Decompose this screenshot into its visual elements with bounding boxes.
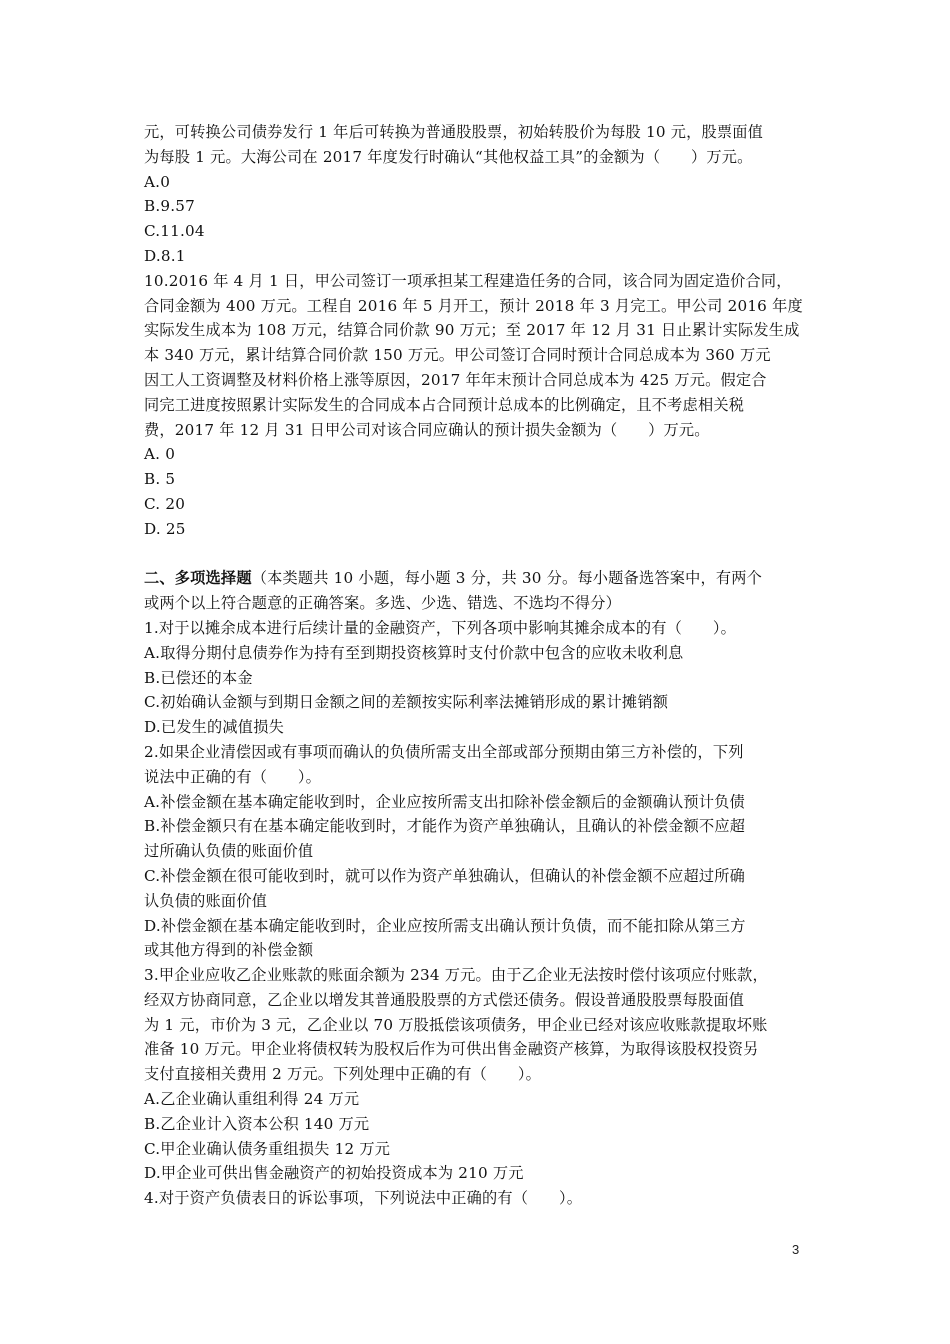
question-block-single-choice bbox=[144, 120, 812, 542]
text-line: C.初始确认金额与到期日金额之间的差额按实际利率法摊销形成的累计摊销额 bbox=[144, 693, 669, 712]
text-line: 准备 10 万元。甲企业将债权转为股权后作为可供出售金融资产核算，为取得该股权投资另 bbox=[144, 1040, 759, 1059]
text-line: A.补偿金额在基本确定能收到时，企业应按所需支出扣除补偿金额后的金额确认预计负债 bbox=[144, 792, 745, 811]
text-line: 同完工进度按照累计实际发生的合同成本占合同预计总成本的比例确定，且不考虑相关税 bbox=[144, 395, 745, 414]
text-line: 或其他方得到的补偿金额 bbox=[144, 941, 314, 960]
text-line: A.乙企业确认重组利得 24 万元 bbox=[144, 1090, 360, 1109]
document-body bbox=[144, 120, 812, 1211]
text-line: 实际发生成本为 108 万元，结算合同价款 90 万元；至 2017 年 12 月 31 日止累计实际发生成 bbox=[144, 321, 800, 340]
text-line: C.甲企业确认债务重组损失 12 万元 bbox=[144, 1139, 391, 1158]
text-line: B. 5 bbox=[144, 470, 176, 489]
text-line: 说法中正确的有（ ）。 bbox=[144, 767, 322, 786]
text-line: D.甲企业可供出售金融资产的初始投资成本为 210 万元 bbox=[144, 1164, 524, 1183]
text-line: A.0 bbox=[144, 172, 171, 191]
section-gap bbox=[144, 542, 812, 567]
text-line: 4.对于资产负债表日的诉讼事项，下列说法中正确的有（ ）。 bbox=[144, 1189, 583, 1208]
text-line: 本 340 万元，累计结算合同价款 150 万元。甲公司签订合同时预计合同总成本为 360 万元 bbox=[144, 346, 771, 365]
question-block-multiple-choice bbox=[144, 616, 812, 1211]
text-line: 认负债的账面价值 bbox=[144, 891, 268, 910]
text-line: 费，2017 年 12 月 31 日甲公司对该合同应确认的预计损失金额为（ ）万元。 bbox=[144, 420, 710, 439]
text-line: 元，可转换公司债券发行 1 年后可转换为普通股股票，初始转股价为每股 10 元，股票面值 bbox=[144, 123, 764, 141]
text-line: D.已发生的减值损失 bbox=[144, 718, 284, 737]
section-title: 二、多项选择题 bbox=[144, 569, 252, 588]
text-line: 为每股 1 元。大海公司在 2017 年度发行时确认“其他权益工具”的金额为（ ）万元。 bbox=[144, 147, 753, 166]
text-line: C.11.04 bbox=[144, 222, 205, 241]
text-line: C. 20 bbox=[144, 494, 186, 513]
text-line: 合同金额为 400 万元。工程自 2016 年 5 月开工，预计 2018 年 3 月完工。甲公司 2016 年度 bbox=[144, 296, 803, 315]
text-line: 为 1 元，市价为 3 元，乙企业以 70 万股抵偿该项债务，甲企业已经对该应收账款提取坏账 bbox=[144, 1015, 768, 1034]
section-intro-continued: 或两个以上符合题意的正确答案。多选、少选、错选、不选均不得分） bbox=[144, 594, 622, 613]
text-line: 1.对于以摊余成本进行后续计量的金融资产，下列各项中影响其摊余成本的有（ ）。 bbox=[144, 618, 737, 637]
text-line: 经双方协商同意，乙企业以增发其普通股股票的方式偿还债务。假设普通股股票每股面值 bbox=[144, 990, 745, 1009]
text-line: 2.如果企业清偿因或有事项而确认的负债所需支出全部或部分预期由第三方补偿的，下列 bbox=[144, 742, 744, 761]
text-line: D.8.1 bbox=[144, 246, 186, 265]
text-line: B.补偿金额只有在基本确定能收到时，才能作为资产单独确认，且确认的补偿金额不应超 bbox=[144, 817, 746, 836]
text-line: A. 0 bbox=[144, 445, 176, 464]
text-line: B.9.57 bbox=[144, 197, 196, 216]
text-line: 3.甲企业应收乙企业账款的账面余额为 234 万元。由于乙企业无法按时偿付该项应付账款， bbox=[144, 966, 768, 985]
text-line: C.补偿金额在很可能收到时，就可以作为资产单独确认，但确认的补偿金额不应超过所确 bbox=[144, 866, 746, 885]
section-intro: （本类题共 10 小题，每小题 3 分，共 30 分。每小题备选答案中，有两个 bbox=[251, 569, 763, 588]
text-line: D. 25 bbox=[144, 519, 186, 538]
section-header bbox=[144, 566, 812, 591]
text-line: B.乙企业计入资本公积 140 万元 bbox=[144, 1114, 370, 1133]
page-number: 3 bbox=[792, 1242, 800, 1257]
text-line: A.取得分期付息债券作为持有至到期投资核算时支付价款中包含的应收未收利息 bbox=[144, 643, 684, 662]
text-line: D.补偿金额在基本确定能收到时，企业应按所需支出确认预计负债，而不能扣除从第三方 bbox=[144, 916, 746, 935]
text-line: 因工人工资调整及材料价格上涨等原因，2017 年年末预计合同总成本为 425 万元。假定合 bbox=[144, 370, 767, 389]
text-line: 过所确认负债的账面价值 bbox=[144, 842, 314, 861]
text-line: B.已偿还的本金 bbox=[144, 668, 253, 687]
text-line: 支付直接相关费用 2 万元。下列处理中正确的有（ ）。 bbox=[144, 1065, 542, 1084]
text-line: 10.2016 年 4 月 1 日，甲公司签订一项承担某工程建造任务的合同，该合同为固定造价合同， bbox=[144, 271, 792, 290]
